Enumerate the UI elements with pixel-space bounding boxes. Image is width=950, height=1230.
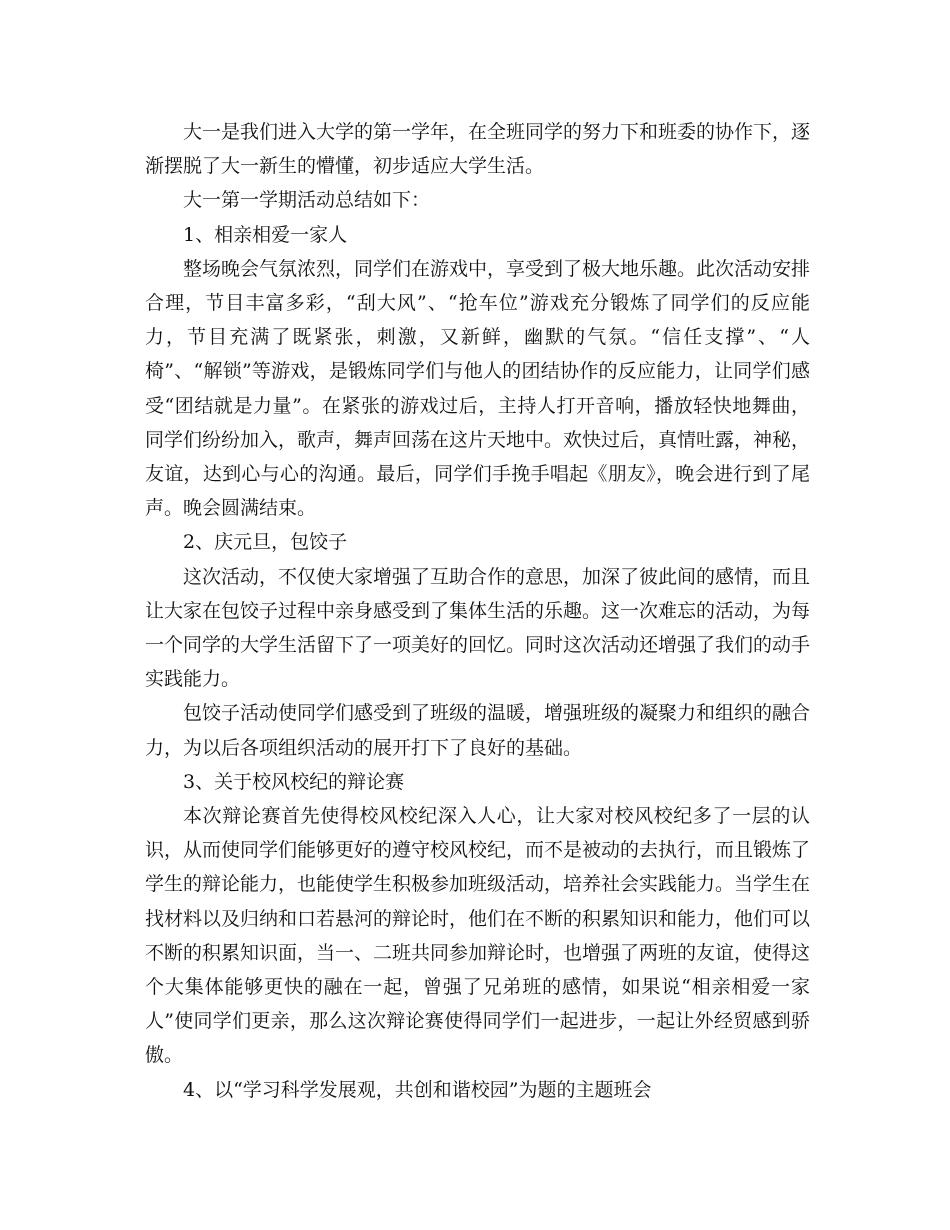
section-3-title: 3、关于校风校纪的辩论赛	[183, 770, 405, 793]
section-1-paragraph: 整场晚会气氛浓烈，同学们在游戏中，享受到了极大地乐趣。此次活动安排合理，节目丰富多彩，“刮大风”、“抢车位”游戏充分锻炼了同学们的反应能力，节目充满了既紧张，刺激，又新鲜，幽默的气氛。“信任支撑”、“人椅”、“解锁”等游戏，是锻炼同学们与他人的团结协作的反应能力，让同学们感受“团结就是力量”。在紧张的游戏过后，主持人打开音响，播放轻快地舞曲，同学们纷纷加入，歌声，舞声回荡在这片天地中。欢快过后，真情吐露，神秘，友谊，达到心与心的沟通。最后，同学们手挽手唱起《朋友》，晚会进行到了尾声。晚会圆满结束。	[145, 257, 811, 520]
intro-paragraph: 大一是我们进入大学的第一学年，在全班同学的努力下和班委的协作下，逐渐摆脱了大一新生的懵懂，初步适应大学生活。	[145, 121, 811, 178]
section-2-title: 2、庆元旦，包饺子	[183, 531, 348, 554]
document-body	[145, 115, 810, 1107]
section-2-paragraph-1: 这次活动，不仅使大家增强了互助合作的意思，加深了彼此间的感情，而且让大家在包饺子过程中亲身感受到了集体生活的乐趣。这一次难忘的活动，为每一个同学的大学生活留下了一项美好的回忆。同时这次活动还增强了我们的动手实践能力。	[145, 565, 811, 691]
section-3-paragraph: 本次辩论赛首先使得校风校纪深入人心，让大家对校风校纪多了一层的认识，从而使同学们能够更好的遵守校风校纪，而不是被动的去执行，而且锻炼了学生的辩论能力，也能使学生积极参加班级活动，培养社会实践能力。当学生在找材料以及归纳和口若悬河的辩论时，他们在不断的积累知识和能力，他们可以不断的积累知识面，当一、二班共同参加辩论时，也增强了两班的友谊，使得这个大集体能够更快的融在一起，曾强了兄弟班的感情，如果说“相亲相爱一家人”使同学们更亲，那么这次辩论赛使得同学们一起进步，一起让外经贸感到骄傲。	[145, 805, 811, 1067]
section-2-paragraph-2: 包饺子活动使同学们感受到了班级的温暖，增强班级的凝聚力和组织的融合力，为以后各项组织活动的展开打下了良好的基础。	[145, 702, 811, 759]
summary-heading: 大一第一学期活动总结如下：	[183, 189, 431, 212]
section-1-title: 1、相亲相爱一家人	[183, 223, 348, 246]
section-4-title: 4、以“学习科学发展观，共创和谐校园”为题的主题班会	[183, 1078, 652, 1101]
